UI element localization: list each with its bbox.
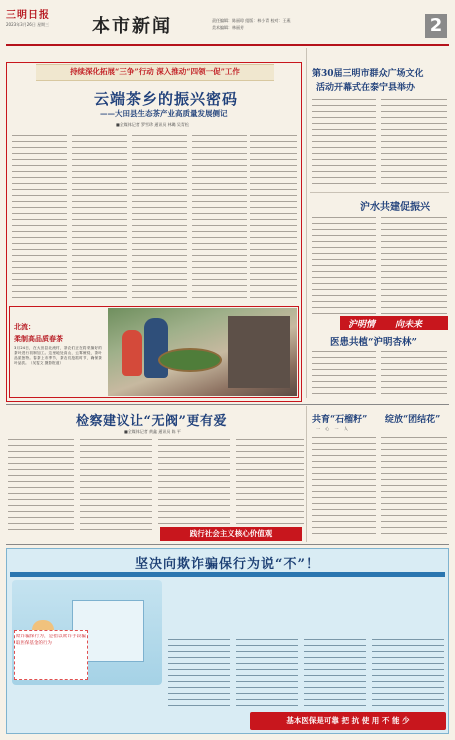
ad-notice-text: 欺诈骗保行为，是指以欺诈手段骗取医保基金的行为 [16,634,86,646]
right-mid-body-col-1 [312,214,376,314]
worker-figure-2 [122,330,142,376]
ad-blue-band [10,572,445,577]
lead-body-col-1 [12,132,67,300]
anti-fraud-banner: 坚决向欺诈骗保行为说“不”！ [135,557,320,572]
pomegranate-byline: 一 心 一 人 [316,426,350,431]
right-top-body-col-2 [381,96,447,188]
right-doctor-body-col-1 [312,348,376,398]
lead-body-col-4 [192,132,247,300]
tea-basket [158,348,222,372]
right-top-rule [310,192,449,193]
right-bottom-body-col-1 [312,434,376,538]
pomegranate-headline: 共育“石榴籽” [312,415,368,425]
section-title: 本市新闻 [92,16,172,37]
lead-subheadline: ——大田县生态茶产业高质量发展侧记 [100,109,228,118]
masthead [0,0,455,44]
tea-machine [228,316,290,388]
hu-ming-banner-text-1: 沪明情 [348,320,376,330]
middle-right-separator [306,406,307,542]
page-number: 2 [429,15,443,36]
ad-footer-slogan: 基本医保是可靠 把 抗 使 用 不 能 少 [286,716,410,725]
ad-body-col-4 [372,636,444,708]
right-top-headline-1: 第30届三明市群众广场文化 [312,69,424,79]
right-doctor-headline: 医患共植“沪明杏林” [330,337,417,348]
lead-body-col-5 [250,132,297,300]
photo-caption-sub: 柔制高品质春茶 [14,335,63,343]
upper-section-rule [6,404,449,405]
ad-body-col-3 [304,636,366,708]
lower-section-rule [6,544,449,545]
paper-name: 三明日报 [6,10,50,21]
hu-ming-banner-text-2: 向未来 [395,320,423,330]
middle-body-col-3 [158,436,230,526]
editor-line-2: 美术编辑：林丽芳 [212,25,244,30]
editor-line-1: 责任编辑：陈丽琼 组版：林小青 校对：王燕 [212,18,291,23]
tea-processing-photo [108,308,297,396]
unity-headline: 绽放“团结花” [385,415,441,425]
lead-byline: ■全媒体记者 罗雪珍 通讯员 林璐 吴青松 [116,122,189,127]
right-top-body-col-1 [312,96,376,188]
lead-body-col-3 [132,132,187,300]
worker-figure-1 [144,318,168,378]
right-mid-body-col-2 [381,214,447,314]
right-bottom-body-col-2 [381,434,447,538]
right-top-headline-2: 活动开幕式在泰宁县举办 [316,83,416,93]
lead-body-col-2 [72,132,127,300]
photo-caption-title: 北流： [14,323,35,331]
middle-body-col-4 [236,436,304,526]
middle-body-col-2 [80,436,152,534]
ad-body-col-2 [236,636,298,708]
right-column-separator [306,48,307,398]
lead-headline: 云端茶乡的振兴密码 [94,90,239,108]
middle-headline: 检察建议让“无阀”更有爱 [76,414,227,429]
issue-date: 2023年3月26日 星期三 [6,22,50,27]
photo-caption-body: 3月24日，在大田县北流村，茶农们正在将采摘好的茶叶进行初制加工。这里地处高山，云雾缭绕，茶叶品质独特。春茶上市季节，茶农们抢抓时节，确保茶叶品质。（吴雯文 摄影报道） [14,346,102,365]
masthead-rule [6,44,449,46]
middle-body-col-1 [8,436,74,534]
core-values-banner-text: 践行社会主义核心价值观 [189,529,273,538]
middle-byline: ■全媒体记者 黄鑫 通讯员 陈 平 [124,429,181,434]
right-doctor-body-col-2 [381,348,447,398]
ad-body-col-1 [168,636,230,708]
theme-banner-text: 持续深化拓展“三争”行动 深入推动“四领一促”工作 [70,67,240,76]
right-mid-headline: 沪水共建促振兴 [360,202,430,213]
